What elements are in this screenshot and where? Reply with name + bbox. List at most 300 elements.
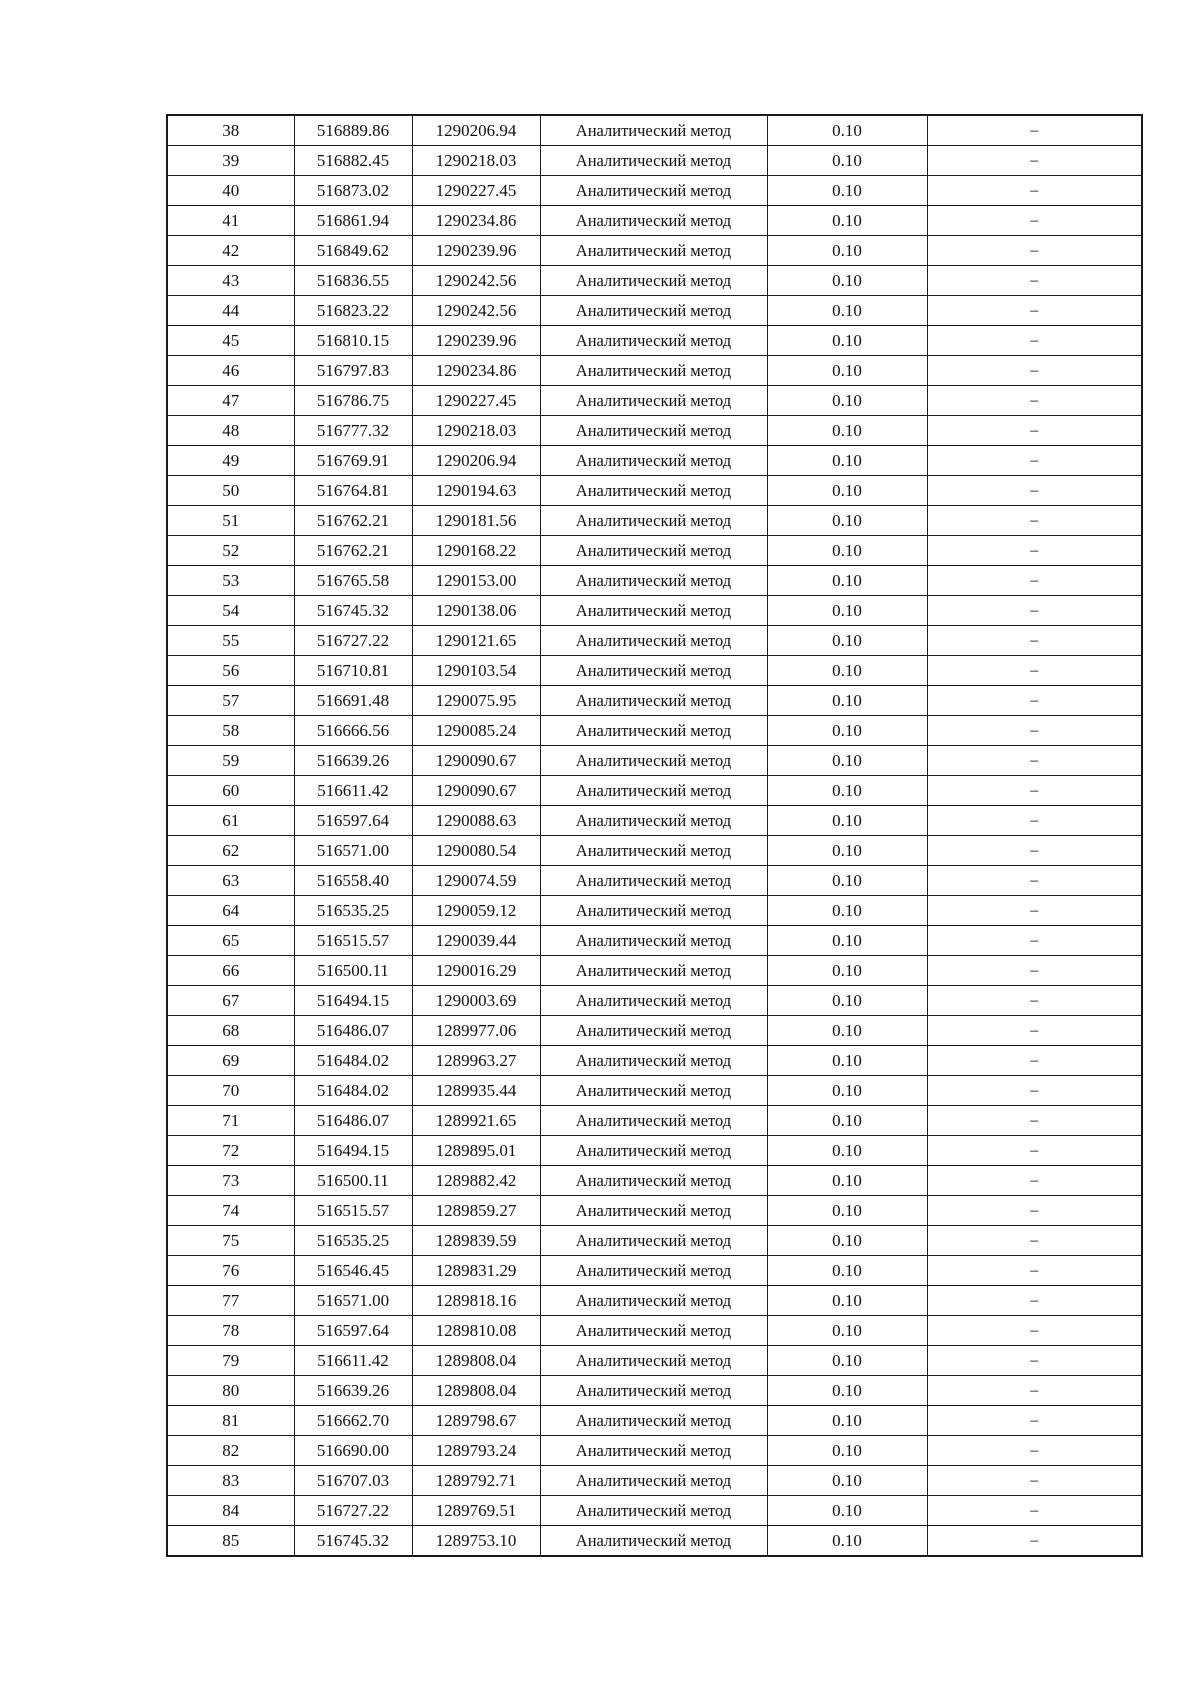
x-coordinate-cell: 516662.70 xyxy=(294,1406,412,1436)
note-cell: – xyxy=(927,356,1142,386)
x-coordinate-cell: 516486.07 xyxy=(294,1016,412,1046)
method-cell: Аналитический метод xyxy=(540,1526,767,1557)
x-coordinate-cell: 516873.02 xyxy=(294,176,412,206)
accuracy-cell: 0.10 xyxy=(767,176,927,206)
accuracy-cell: 0.10 xyxy=(767,596,927,626)
point-number-cell: 75 xyxy=(167,1226,294,1256)
accuracy-cell: 0.10 xyxy=(767,266,927,296)
method-cell: Аналитический метод xyxy=(540,236,767,266)
table-row xyxy=(167,986,1142,1016)
note-cell: – xyxy=(927,236,1142,266)
method-cell: Аналитический метод xyxy=(540,1106,767,1136)
y-coordinate-cell: 1290039.44 xyxy=(412,926,540,956)
accuracy-cell: 0.10 xyxy=(767,896,927,926)
note-cell: – xyxy=(927,1376,1142,1406)
accuracy-cell: 0.10 xyxy=(767,776,927,806)
y-coordinate-cell: 1289977.06 xyxy=(412,1016,540,1046)
point-number-cell: 65 xyxy=(167,926,294,956)
y-coordinate-cell: 1290227.45 xyxy=(412,386,540,416)
y-coordinate-cell: 1289895.01 xyxy=(412,1136,540,1166)
x-coordinate-cell: 516849.62 xyxy=(294,236,412,266)
x-coordinate-cell: 516666.56 xyxy=(294,716,412,746)
x-coordinate-cell: 516745.32 xyxy=(294,1526,412,1557)
table-row xyxy=(167,266,1142,296)
method-cell: Аналитический метод xyxy=(540,1376,767,1406)
table-row xyxy=(167,146,1142,176)
table-row xyxy=(167,626,1142,656)
accuracy-cell: 0.10 xyxy=(767,566,927,596)
table-row xyxy=(167,716,1142,746)
y-coordinate-cell: 1290234.86 xyxy=(412,206,540,236)
point-number-cell: 63 xyxy=(167,866,294,896)
method-cell: Аналитический метод xyxy=(540,566,767,596)
x-coordinate-cell: 516515.57 xyxy=(294,926,412,956)
accuracy-cell: 0.10 xyxy=(767,1256,927,1286)
y-coordinate-cell: 1290168.22 xyxy=(412,536,540,566)
method-cell: Аналитический метод xyxy=(540,836,767,866)
y-coordinate-cell: 1289831.29 xyxy=(412,1256,540,1286)
y-coordinate-cell: 1290194.63 xyxy=(412,476,540,506)
note-cell: – xyxy=(927,1316,1142,1346)
y-coordinate-cell: 1290234.86 xyxy=(412,356,540,386)
method-cell: Аналитический метод xyxy=(540,1256,767,1286)
note-cell: – xyxy=(927,626,1142,656)
note-cell: – xyxy=(927,146,1142,176)
y-coordinate-cell: 1290206.94 xyxy=(412,446,540,476)
x-coordinate-cell: 516690.00 xyxy=(294,1436,412,1466)
point-number-cell: 69 xyxy=(167,1046,294,1076)
point-number-cell: 79 xyxy=(167,1346,294,1376)
accuracy-cell: 0.10 xyxy=(767,626,927,656)
accuracy-cell: 0.10 xyxy=(767,746,927,776)
accuracy-cell: 0.10 xyxy=(767,1376,927,1406)
accuracy-cell: 0.10 xyxy=(767,866,927,896)
table-row xyxy=(167,1196,1142,1226)
point-number-cell: 54 xyxy=(167,596,294,626)
x-coordinate-cell: 516823.22 xyxy=(294,296,412,326)
method-cell: Аналитический метод xyxy=(540,536,767,566)
note-cell: – xyxy=(927,1286,1142,1316)
note-cell: – xyxy=(927,896,1142,926)
point-number-cell: 58 xyxy=(167,716,294,746)
point-number-cell: 39 xyxy=(167,146,294,176)
x-coordinate-cell: 516486.07 xyxy=(294,1106,412,1136)
method-cell: Аналитический метод xyxy=(540,956,767,986)
note-cell: – xyxy=(927,1166,1142,1196)
accuracy-cell: 0.10 xyxy=(767,1406,927,1436)
note-cell: – xyxy=(927,596,1142,626)
table-row xyxy=(167,776,1142,806)
x-coordinate-cell: 516597.64 xyxy=(294,1316,412,1346)
x-coordinate-cell: 516727.22 xyxy=(294,1496,412,1526)
method-cell: Аналитический метод xyxy=(540,296,767,326)
method-cell: Аналитический метод xyxy=(540,656,767,686)
table-row xyxy=(167,1376,1142,1406)
accuracy-cell: 0.10 xyxy=(767,1466,927,1496)
method-cell: Аналитический метод xyxy=(540,1316,767,1346)
point-number-cell: 61 xyxy=(167,806,294,836)
point-number-cell: 53 xyxy=(167,566,294,596)
note-cell: – xyxy=(927,926,1142,956)
point-number-cell: 50 xyxy=(167,476,294,506)
x-coordinate-cell: 516836.55 xyxy=(294,266,412,296)
accuracy-cell: 0.10 xyxy=(767,446,927,476)
table-row xyxy=(167,1136,1142,1166)
table-row xyxy=(167,296,1142,326)
point-number-cell: 67 xyxy=(167,986,294,1016)
note-cell: – xyxy=(927,1406,1142,1436)
x-coordinate-cell: 516597.64 xyxy=(294,806,412,836)
table-row xyxy=(167,596,1142,626)
accuracy-cell: 0.10 xyxy=(767,1076,927,1106)
accuracy-cell: 0.10 xyxy=(767,236,927,266)
x-coordinate-cell: 516707.03 xyxy=(294,1466,412,1496)
method-cell: Аналитический метод xyxy=(540,776,767,806)
note-cell: – xyxy=(927,1436,1142,1466)
x-coordinate-cell: 516762.21 xyxy=(294,506,412,536)
y-coordinate-cell: 1290242.56 xyxy=(412,296,540,326)
y-coordinate-cell: 1289808.04 xyxy=(412,1346,540,1376)
note-cell: – xyxy=(927,1256,1142,1286)
table-row xyxy=(167,386,1142,416)
accuracy-cell: 0.10 xyxy=(767,386,927,416)
y-coordinate-cell: 1290138.06 xyxy=(412,596,540,626)
table-row xyxy=(167,176,1142,206)
accuracy-cell: 0.10 xyxy=(767,956,927,986)
x-coordinate-cell: 516797.83 xyxy=(294,356,412,386)
method-cell: Аналитический метод xyxy=(540,1016,767,1046)
method-cell: Аналитический метод xyxy=(540,176,767,206)
table-row xyxy=(167,1346,1142,1376)
method-cell: Аналитический метод xyxy=(540,1046,767,1076)
note-cell: – xyxy=(927,1526,1142,1557)
accuracy-cell: 0.10 xyxy=(767,1106,927,1136)
table-row xyxy=(167,1526,1142,1557)
x-coordinate-cell: 516777.32 xyxy=(294,416,412,446)
point-number-cell: 74 xyxy=(167,1196,294,1226)
table-row xyxy=(167,1016,1142,1046)
y-coordinate-cell: 1290090.67 xyxy=(412,746,540,776)
point-number-cell: 66 xyxy=(167,956,294,986)
y-coordinate-cell: 1290153.00 xyxy=(412,566,540,596)
x-coordinate-cell: 516611.42 xyxy=(294,776,412,806)
y-coordinate-cell: 1290074.59 xyxy=(412,866,540,896)
x-coordinate-cell: 516810.15 xyxy=(294,326,412,356)
point-number-cell: 55 xyxy=(167,626,294,656)
method-cell: Аналитический метод xyxy=(540,716,767,746)
y-coordinate-cell: 1290085.24 xyxy=(412,716,540,746)
method-cell: Аналитический метод xyxy=(540,326,767,356)
x-coordinate-cell: 516546.45 xyxy=(294,1256,412,1286)
x-coordinate-cell: 516535.25 xyxy=(294,1226,412,1256)
method-cell: Аналитический метод xyxy=(540,626,767,656)
note-cell: – xyxy=(927,566,1142,596)
accuracy-cell: 0.10 xyxy=(767,206,927,236)
method-cell: Аналитический метод xyxy=(540,115,767,146)
method-cell: Аналитический метод xyxy=(540,446,767,476)
accuracy-cell: 0.10 xyxy=(767,1496,927,1526)
method-cell: Аналитический метод xyxy=(540,1286,767,1316)
method-cell: Аналитический метод xyxy=(540,926,767,956)
note-cell: – xyxy=(927,1076,1142,1106)
x-coordinate-cell: 516691.48 xyxy=(294,686,412,716)
method-cell: Аналитический метод xyxy=(540,596,767,626)
y-coordinate-cell: 1289859.27 xyxy=(412,1196,540,1226)
point-number-cell: 41 xyxy=(167,206,294,236)
accuracy-cell: 0.10 xyxy=(767,1316,927,1346)
note-cell: – xyxy=(927,1106,1142,1136)
accuracy-cell: 0.10 xyxy=(767,1136,927,1166)
accuracy-cell: 0.10 xyxy=(767,115,927,146)
method-cell: Аналитический метод xyxy=(540,1406,767,1436)
note-cell: – xyxy=(927,716,1142,746)
table-row xyxy=(167,896,1142,926)
x-coordinate-cell: 516571.00 xyxy=(294,836,412,866)
point-number-cell: 81 xyxy=(167,1406,294,1436)
point-number-cell: 72 xyxy=(167,1136,294,1166)
table-row xyxy=(167,476,1142,506)
note-cell: – xyxy=(927,986,1142,1016)
y-coordinate-cell: 1289808.04 xyxy=(412,1376,540,1406)
point-number-cell: 71 xyxy=(167,1106,294,1136)
table-row xyxy=(167,1166,1142,1196)
point-number-cell: 77 xyxy=(167,1286,294,1316)
note-cell: – xyxy=(927,866,1142,896)
table-row xyxy=(167,686,1142,716)
y-coordinate-cell: 1290239.96 xyxy=(412,236,540,266)
accuracy-cell: 0.10 xyxy=(767,1346,927,1376)
method-cell: Аналитический метод xyxy=(540,986,767,1016)
table-row xyxy=(167,1436,1142,1466)
method-cell: Аналитический метод xyxy=(540,146,767,176)
x-coordinate-cell: 516889.86 xyxy=(294,115,412,146)
point-number-cell: 70 xyxy=(167,1076,294,1106)
point-number-cell: 64 xyxy=(167,896,294,926)
y-coordinate-cell: 1289882.42 xyxy=(412,1166,540,1196)
y-coordinate-cell: 1290242.56 xyxy=(412,266,540,296)
y-coordinate-cell: 1289963.27 xyxy=(412,1046,540,1076)
accuracy-cell: 0.10 xyxy=(767,146,927,176)
point-number-cell: 57 xyxy=(167,686,294,716)
point-number-cell: 48 xyxy=(167,416,294,446)
note-cell: – xyxy=(927,1136,1142,1166)
y-coordinate-cell: 1290016.29 xyxy=(412,956,540,986)
note-cell: – xyxy=(927,806,1142,836)
note-cell: – xyxy=(927,1196,1142,1226)
note-cell: – xyxy=(927,416,1142,446)
x-coordinate-cell: 516558.40 xyxy=(294,866,412,896)
y-coordinate-cell: 1290227.45 xyxy=(412,176,540,206)
accuracy-cell: 0.10 xyxy=(767,1526,927,1557)
method-cell: Аналитический метод xyxy=(540,476,767,506)
table-row xyxy=(167,206,1142,236)
y-coordinate-cell: 1289753.10 xyxy=(412,1526,540,1557)
point-number-cell: 60 xyxy=(167,776,294,806)
accuracy-cell: 0.10 xyxy=(767,1436,927,1466)
x-coordinate-cell: 516500.11 xyxy=(294,956,412,986)
point-number-cell: 59 xyxy=(167,746,294,776)
y-coordinate-cell: 1290181.56 xyxy=(412,506,540,536)
y-coordinate-cell: 1289818.16 xyxy=(412,1286,540,1316)
point-number-cell: 49 xyxy=(167,446,294,476)
coordinates-table xyxy=(166,114,1143,1557)
table-row xyxy=(167,656,1142,686)
table-row xyxy=(167,956,1142,986)
y-coordinate-cell: 1289798.67 xyxy=(412,1406,540,1436)
accuracy-cell: 0.10 xyxy=(767,296,927,326)
x-coordinate-cell: 516765.58 xyxy=(294,566,412,596)
x-coordinate-cell: 516639.26 xyxy=(294,1376,412,1406)
point-number-cell: 84 xyxy=(167,1496,294,1526)
method-cell: Аналитический метод xyxy=(540,896,767,926)
table-row xyxy=(167,536,1142,566)
x-coordinate-cell: 516769.91 xyxy=(294,446,412,476)
note-cell: – xyxy=(927,176,1142,206)
accuracy-cell: 0.10 xyxy=(767,986,927,1016)
y-coordinate-cell: 1289792.71 xyxy=(412,1466,540,1496)
x-coordinate-cell: 516494.15 xyxy=(294,1136,412,1166)
point-number-cell: 68 xyxy=(167,1016,294,1046)
note-cell: – xyxy=(927,115,1142,146)
y-coordinate-cell: 1290088.63 xyxy=(412,806,540,836)
table-row xyxy=(167,866,1142,896)
note-cell: – xyxy=(927,1466,1142,1496)
point-number-cell: 82 xyxy=(167,1436,294,1466)
table-row xyxy=(167,446,1142,476)
table-row xyxy=(167,326,1142,356)
point-number-cell: 45 xyxy=(167,326,294,356)
y-coordinate-cell: 1290206.94 xyxy=(412,115,540,146)
table-row xyxy=(167,746,1142,776)
table-row xyxy=(167,1106,1142,1136)
note-cell: – xyxy=(927,1226,1142,1256)
accuracy-cell: 0.10 xyxy=(767,416,927,446)
note-cell: – xyxy=(927,686,1142,716)
note-cell: – xyxy=(927,1016,1142,1046)
accuracy-cell: 0.10 xyxy=(767,1016,927,1046)
point-number-cell: 52 xyxy=(167,536,294,566)
table-row xyxy=(167,1286,1142,1316)
x-coordinate-cell: 516484.02 xyxy=(294,1076,412,1106)
note-cell: – xyxy=(927,386,1142,416)
note-cell: – xyxy=(927,656,1142,686)
x-coordinate-cell: 516762.21 xyxy=(294,536,412,566)
method-cell: Аналитический метод xyxy=(540,806,767,836)
x-coordinate-cell: 516786.75 xyxy=(294,386,412,416)
accuracy-cell: 0.10 xyxy=(767,476,927,506)
y-coordinate-cell: 1289769.51 xyxy=(412,1496,540,1526)
accuracy-cell: 0.10 xyxy=(767,506,927,536)
point-number-cell: 46 xyxy=(167,356,294,386)
table-row xyxy=(167,416,1142,446)
point-number-cell: 85 xyxy=(167,1526,294,1557)
note-cell: – xyxy=(927,206,1142,236)
note-cell: – xyxy=(927,1496,1142,1526)
y-coordinate-cell: 1290121.65 xyxy=(412,626,540,656)
y-coordinate-cell: 1290239.96 xyxy=(412,326,540,356)
point-number-cell: 47 xyxy=(167,386,294,416)
note-cell: – xyxy=(927,296,1142,326)
accuracy-cell: 0.10 xyxy=(767,836,927,866)
point-number-cell: 73 xyxy=(167,1166,294,1196)
x-coordinate-cell: 516500.11 xyxy=(294,1166,412,1196)
y-coordinate-cell: 1290059.12 xyxy=(412,896,540,926)
accuracy-cell: 0.10 xyxy=(767,926,927,956)
table-row xyxy=(167,1406,1142,1436)
point-number-cell: 83 xyxy=(167,1466,294,1496)
point-number-cell: 51 xyxy=(167,506,294,536)
method-cell: Аналитический метод xyxy=(540,1166,767,1196)
x-coordinate-cell: 516745.32 xyxy=(294,596,412,626)
table-row xyxy=(167,806,1142,836)
x-coordinate-cell: 516484.02 xyxy=(294,1046,412,1076)
y-coordinate-cell: 1289935.44 xyxy=(412,1076,540,1106)
x-coordinate-cell: 516571.00 xyxy=(294,1286,412,1316)
point-number-cell: 44 xyxy=(167,296,294,326)
accuracy-cell: 0.10 xyxy=(767,1286,927,1316)
y-coordinate-cell: 1289839.59 xyxy=(412,1226,540,1256)
note-cell: – xyxy=(927,836,1142,866)
method-cell: Аналитический метод xyxy=(540,746,767,776)
method-cell: Аналитический метод xyxy=(540,1436,767,1466)
table-row xyxy=(167,506,1142,536)
note-cell: – xyxy=(927,956,1142,986)
x-coordinate-cell: 516494.15 xyxy=(294,986,412,1016)
note-cell: – xyxy=(927,536,1142,566)
table-row xyxy=(167,1466,1142,1496)
table-row xyxy=(167,566,1142,596)
point-number-cell: 76 xyxy=(167,1256,294,1286)
x-coordinate-cell: 516764.81 xyxy=(294,476,412,506)
point-number-cell: 80 xyxy=(167,1376,294,1406)
point-number-cell: 62 xyxy=(167,836,294,866)
accuracy-cell: 0.10 xyxy=(767,716,927,746)
y-coordinate-cell: 1290103.54 xyxy=(412,656,540,686)
accuracy-cell: 0.10 xyxy=(767,356,927,386)
x-coordinate-cell: 516882.45 xyxy=(294,146,412,176)
method-cell: Аналитический метод xyxy=(540,356,767,386)
accuracy-cell: 0.10 xyxy=(767,1166,927,1196)
note-cell: – xyxy=(927,446,1142,476)
x-coordinate-cell: 516535.25 xyxy=(294,896,412,926)
accuracy-cell: 0.10 xyxy=(767,536,927,566)
method-cell: Аналитический метод xyxy=(540,386,767,416)
accuracy-cell: 0.10 xyxy=(767,326,927,356)
accuracy-cell: 0.10 xyxy=(767,806,927,836)
accuracy-cell: 0.10 xyxy=(767,686,927,716)
table-row xyxy=(167,356,1142,386)
point-number-cell: 42 xyxy=(167,236,294,266)
y-coordinate-cell: 1290080.54 xyxy=(412,836,540,866)
x-coordinate-cell: 516611.42 xyxy=(294,1346,412,1376)
method-cell: Аналитический метод xyxy=(540,206,767,236)
method-cell: Аналитический метод xyxy=(540,686,767,716)
accuracy-cell: 0.10 xyxy=(767,1046,927,1076)
table-row xyxy=(167,1496,1142,1526)
point-number-cell: 38 xyxy=(167,115,294,146)
y-coordinate-cell: 1289793.24 xyxy=(412,1436,540,1466)
x-coordinate-cell: 516515.57 xyxy=(294,1196,412,1226)
y-coordinate-cell: 1290075.95 xyxy=(412,686,540,716)
table-row xyxy=(167,1076,1142,1106)
x-coordinate-cell: 516639.26 xyxy=(294,746,412,776)
table-row xyxy=(167,836,1142,866)
coordinates-table-body xyxy=(167,115,1142,1556)
accuracy-cell: 0.10 xyxy=(767,656,927,686)
note-cell: – xyxy=(927,506,1142,536)
accuracy-cell: 0.10 xyxy=(767,1196,927,1226)
table-row xyxy=(167,1256,1142,1286)
